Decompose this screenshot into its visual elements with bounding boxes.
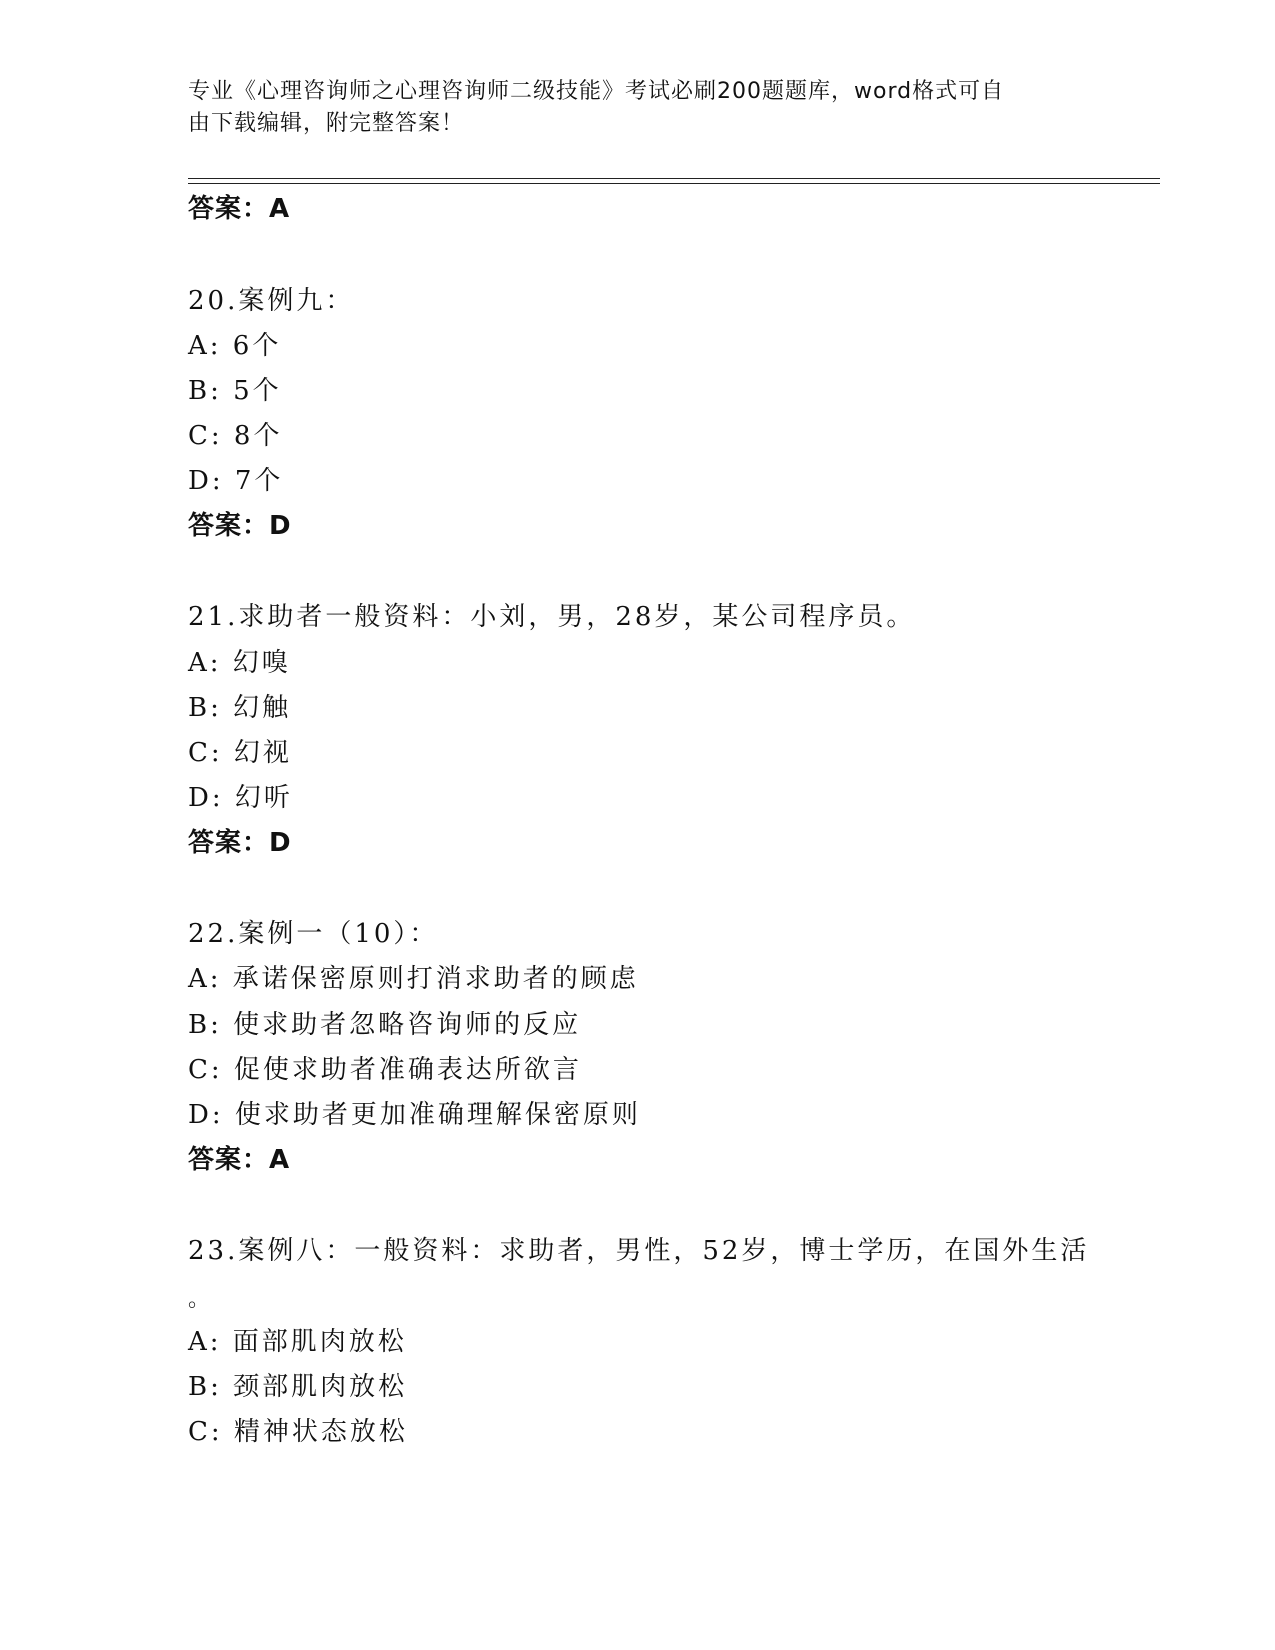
answer-line: 答案：D	[188, 828, 292, 858]
option-d: D: 7个	[188, 466, 284, 496]
answer-line: 答案：A	[188, 1145, 291, 1175]
question-title-continuation: 。	[188, 1287, 214, 1312]
question-title: 22.案例一（10）：	[188, 919, 439, 949]
header-divider-top	[188, 178, 1160, 179]
option-c: C: 幻视	[188, 738, 292, 768]
option-d: D: 使求助者更加准确理解保密原则	[188, 1100, 641, 1130]
header-line-1: 专业《心理咨询师之心理咨询师二级技能》考试必刷200题题库，word格式可自	[188, 79, 1005, 104]
option-d: D: 幻听	[188, 783, 293, 813]
question-title: 23.案例八：一般资料：求助者，男性，52岁，博士学历，在国外生活	[188, 1236, 1090, 1266]
option-a: A: 面部肌肉放松	[188, 1327, 407, 1357]
answer-line: 答案：D	[188, 511, 292, 541]
option-c: C: 促使求助者准确表达所欲言	[188, 1055, 582, 1085]
option-b: B: 5个	[188, 376, 282, 406]
option-c: C: 8个	[188, 421, 283, 451]
option-b: B: 使求助者忽略咨询师的反应	[188, 1010, 582, 1040]
document-header	[188, 76, 1068, 140]
option-a: A: 幻嗅	[188, 648, 291, 678]
question-title: 21.求助者一般资料：小刘，男，28岁，某公司程序员。	[188, 602, 916, 632]
option-c: C: 精神状态放松	[188, 1417, 408, 1447]
option-b: B: 颈部肌肉放松	[188, 1372, 408, 1402]
question-title: 20.案例九：	[188, 286, 355, 316]
option-a: A: 6个	[188, 331, 282, 361]
option-a: A: 承诺保密原则打消求助者的顾虑	[188, 964, 639, 994]
header-line-2: 由下载编辑，附完整答案！	[188, 111, 465, 136]
answer-line: 答案：A	[188, 194, 291, 224]
header-divider-bottom	[188, 183, 1160, 184]
option-b: B: 幻触	[188, 693, 292, 723]
